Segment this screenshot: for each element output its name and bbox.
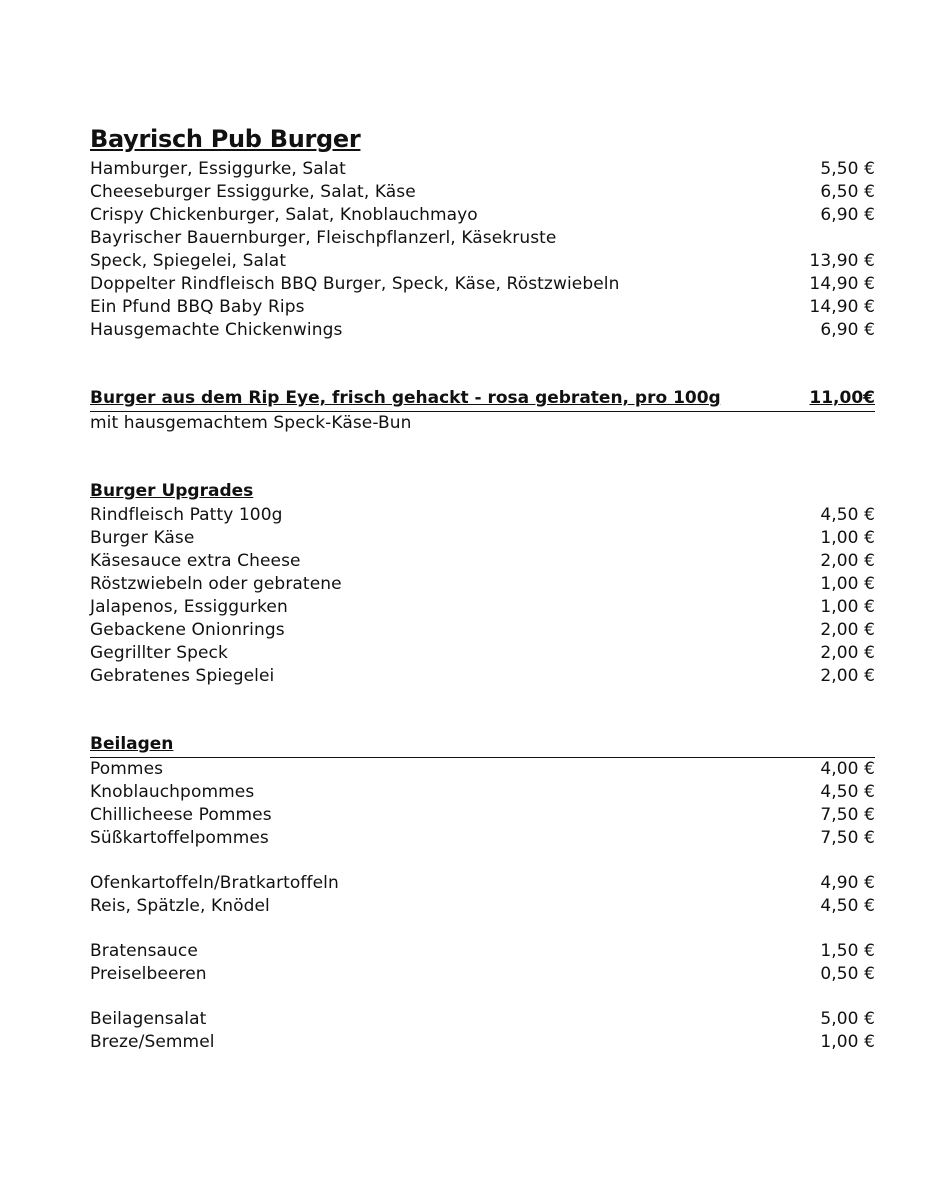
menu-item — [90, 296, 875, 319]
menu-item — [90, 250, 875, 273]
item-name: Gegrillter Speck — [90, 643, 228, 663]
item-price: 6,50 € — [820, 182, 875, 202]
item-price: 4,50 € — [820, 896, 875, 916]
menu-item — [90, 204, 875, 227]
item-name: Süßkartoffelpommes — [90, 828, 269, 848]
menu-page — [90, 124, 875, 1054]
menu-item — [90, 550, 875, 573]
item-price: 4,50 € — [820, 505, 875, 525]
upgrades-heading: Burger Upgrades — [90, 481, 254, 501]
menu-item — [90, 319, 875, 342]
item-price: 6,90 € — [820, 205, 875, 225]
item-name: Bratensauce — [90, 941, 198, 961]
menu-item — [90, 827, 875, 850]
item-name: Käsesauce extra Cheese — [90, 551, 301, 571]
item-price: 4,00 € — [820, 759, 875, 779]
item-name: Crispy Chickenburger, Salat, Knoblauchmayo — [90, 205, 478, 225]
ribeye-subtext: mit hausgemachtem Speck-Käse-Bun — [90, 413, 412, 433]
item-price: 7,50 € — [820, 805, 875, 825]
item-price: 5,50 € — [820, 159, 875, 179]
ribeye-heading-row — [90, 388, 875, 412]
item-price: 14,90 € — [809, 274, 875, 294]
menu-item — [90, 963, 875, 986]
menu-item — [90, 642, 875, 665]
item-price: 1,00 € — [820, 528, 875, 548]
menu-item — [90, 573, 875, 596]
menu-item — [90, 596, 875, 619]
item-name: Pommes — [90, 759, 164, 779]
item-name: Doppelter Rindfleisch BBQ Burger, Speck, Käse, Röstzwiebeln — [90, 274, 620, 294]
item-name: Gebackene Onionrings — [90, 620, 285, 640]
item-name: Bayrischer Bauernburger, Fleischpflanzerl, Käsekruste — [90, 228, 557, 248]
item-name: Hausgemachte Chickenwings — [90, 320, 343, 340]
ribeye-price: 11,00€ — [809, 388, 875, 408]
upgrades-list — [90, 504, 875, 688]
item-price: 4,50 € — [820, 782, 875, 802]
item-price: 13,90 € — [809, 251, 875, 271]
ribeye-subtext-row — [90, 412, 875, 435]
item-price: 2,00 € — [820, 643, 875, 663]
item-price: 1,50 € — [820, 941, 875, 961]
menu-item — [90, 1031, 875, 1054]
item-price: 1,00 € — [820, 1032, 875, 1052]
item-name: Reis, Spätzle, Knödel — [90, 896, 270, 916]
menu-item — [90, 1008, 875, 1031]
item-name: Preiselbeeren — [90, 964, 207, 984]
menu-item — [90, 158, 875, 181]
item-name: Röstzwiebeln oder gebratene — [90, 574, 342, 594]
menu-item — [90, 273, 875, 296]
item-name: Ofenkartoffeln/Bratkartoffeln — [90, 873, 339, 893]
menu-item — [90, 527, 875, 550]
item-name: Gebratenes Spiegelei — [90, 666, 275, 686]
item-price: 0,50 € — [820, 964, 875, 984]
upgrades-heading-row — [90, 481, 875, 504]
item-price: 1,00 € — [820, 597, 875, 617]
item-name: Hamburger, Essiggurke, Salat — [90, 159, 346, 179]
menu-item — [90, 758, 875, 781]
item-price: 6,90 € — [820, 320, 875, 340]
item-price: 4,90 € — [820, 873, 875, 893]
menu-item — [90, 804, 875, 827]
item-name: Cheeseburger Essiggurke, Salat, Käse — [90, 182, 416, 202]
ribeye-heading: Burger aus dem Rip Eye, frisch gehackt - rosa gebraten, pro 100g — [90, 388, 721, 408]
item-price: 5,00 € — [820, 1009, 875, 1029]
item-name: Burger Käse — [90, 528, 195, 548]
beilagen-heading: Beilagen — [90, 734, 174, 754]
menu-item — [90, 940, 875, 963]
item-price: 7,50 € — [820, 828, 875, 848]
item-name: Breze/Semmel — [90, 1032, 215, 1052]
item-name: Ein Pfund BBQ Baby Rips — [90, 297, 305, 317]
item-name: Speck, Spiegelei, Salat — [90, 251, 287, 271]
menu-item — [90, 895, 875, 918]
burger-list — [90, 158, 875, 342]
item-name: Jalapenos, Essiggurken — [90, 597, 288, 617]
item-price: 14,90 € — [809, 297, 875, 317]
item-name: Chillicheese Pommes — [90, 805, 272, 825]
menu-item — [90, 665, 875, 688]
item-price: 1,00 € — [820, 574, 875, 594]
menu-item — [90, 619, 875, 642]
item-name: Rindfleisch Patty 100g — [90, 505, 283, 525]
menu-item — [90, 227, 875, 250]
item-price: 2,00 € — [820, 666, 875, 686]
menu-item — [90, 504, 875, 527]
menu-item — [90, 781, 875, 804]
item-price: 2,00 € — [820, 551, 875, 571]
beilagen-heading-row — [90, 734, 875, 758]
beilagen-list — [90, 758, 875, 1054]
menu-item — [90, 872, 875, 895]
item-price: 2,00 € — [820, 620, 875, 640]
menu-title: Bayrisch Pub Burger — [90, 125, 361, 153]
item-name: Knoblauchpommes — [90, 782, 255, 802]
item-name: Beilagensalat — [90, 1009, 207, 1029]
menu-item — [90, 181, 875, 204]
